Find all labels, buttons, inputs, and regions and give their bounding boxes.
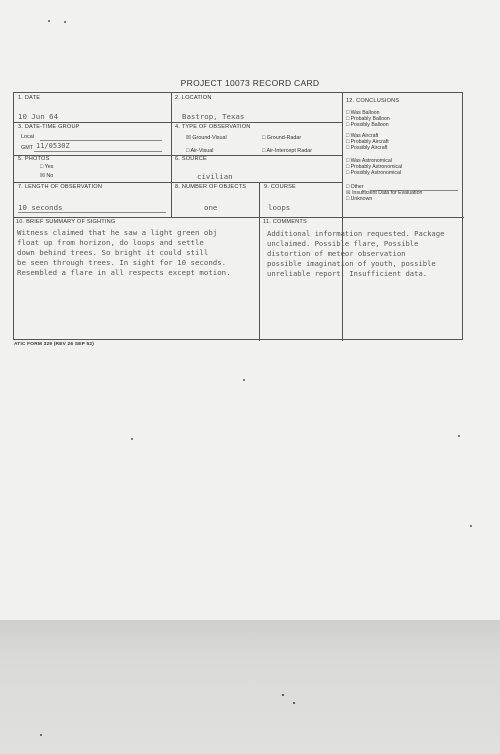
summary-line: Resembled a flare in all respects except motion. [17,268,231,277]
card-title: PROJECT 10073 RECORD CARD [180,78,320,88]
comments-line: unclaimed. Possible flare, Possible [267,239,419,248]
comments-line: unreliable report. Insufficient data. [267,269,428,278]
observation-type-label: 4. TYPE OF OBSERVATION [175,124,251,130]
length-value: 10 seconds [18,203,63,212]
air-intercept-option: □ Air-Intercept Radar [262,148,312,154]
form-number: ATIC FORM 329 (REV 26 SEP 52) [14,342,94,347]
summary-label: 10. BRIEF SUMMARY OF SIGHTING [16,219,116,225]
dust-speck [40,734,42,736]
ground-radar-option: □ Ground-Radar [262,135,302,141]
location-label: 2. LOCATION [175,95,212,101]
summary-line: float up from horizon, do loops and settle [17,238,204,247]
location-value: Bastrop, Texas [182,112,245,121]
dust-speck [131,438,133,440]
conclusion-insufficient-data: ☒ Insufficient Data for Evaluation [346,190,423,196]
conclusion-was-aircraft: □ Was Aircraft [346,133,379,139]
length-label: 7. LENGTH OF OBSERVATION [18,184,103,190]
date-value: 10 Jun 64 [18,112,59,121]
dust-speck [48,20,50,22]
summary-line: down behind trees. So bright it could still [17,248,209,257]
conclusion-was-balloon: □ Was Balloon [346,110,380,116]
date-label: 1. DATE [18,95,41,101]
dust-speck [282,694,284,696]
conclusion-was-astronomical: □ Was Astronomical [346,158,392,164]
source-value: civilian [197,172,233,181]
conclusions-label: 12. CONCLUSIONS [346,98,400,104]
dust-speck [458,435,460,437]
course-value: loops [268,203,291,212]
local-label: Local [21,134,34,140]
conclusion-unknown: □ Unknown [346,196,373,202]
local-line [40,140,162,141]
scan-background [0,620,500,754]
photos-yes: □ Yes [40,164,54,170]
ground-visual-option: ☒ Ground-Visual [186,135,227,141]
gmt-line [34,151,162,152]
photos-no: ☒ No [40,173,54,179]
conclusion-possibly-astronomical: □ Possibly Astronomical [346,170,402,176]
dtg-label: 3. DATE-TIME GROUP [18,124,80,130]
dust-speck [64,21,66,23]
conclusion-other: □ Other [346,184,364,190]
conclusion-possibly-balloon: □ Possibly Balloon [346,122,389,128]
conclusion-probably-astronomical: □ Probably Astronomical [346,164,403,170]
dust-speck [293,702,295,704]
conclusion-probably-balloon: □ Probably Balloon [346,116,390,122]
comments-label: 11. COMMENTS [263,219,307,225]
comments-line: Additional information requested. Package [267,229,445,238]
photos-label: 5. PHOTOS [18,156,50,162]
summary-line: be seen through trees. In sight for 10 seconds. [17,258,227,267]
air-visual-option: □ Air-Visual [186,148,214,154]
comments-line: possible imagination of youth, possible [267,259,436,268]
comments-line: distortion of meteor observation [267,249,406,258]
gmt-value: 11/0530Z [36,142,70,150]
objects-value: one [204,203,218,212]
source-label: 6. SOURCE [175,156,207,162]
conclusion-possibly-aircraft: □ Possibly Aircraft [346,145,388,151]
record-card-form [13,92,463,340]
length-line [18,212,166,213]
summary-line: Witness claimed that he saw a light green obj [17,228,218,237]
objects-label: 8. NUMBER OF OBJECTS [175,184,247,190]
gmt-label: GMT [21,145,33,151]
course-label: 9. COURSE [264,184,296,190]
conclusion-probably-aircraft: □ Probably Aircraft [346,139,389,145]
dust-speck [243,379,245,381]
dust-speck [470,525,472,527]
